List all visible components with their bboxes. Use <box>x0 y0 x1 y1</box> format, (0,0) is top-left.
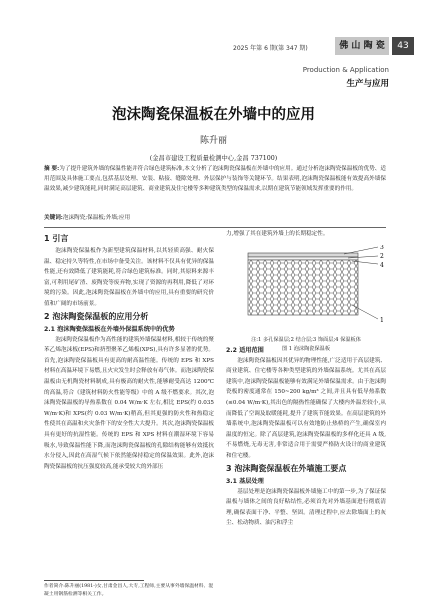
heading-scope: 2.2 适用范围 <box>226 346 264 354</box>
callout-1: 1 <box>380 317 384 324</box>
author-affiliation: (金昌市建设工程质量检测中心,金昌 737100) <box>149 155 278 162</box>
journal-name: 佛 山 陶 瓷 <box>335 37 389 55</box>
issue-info: 2025 年第 6 期(第 347 期) <box>233 45 308 52</box>
heading-advantages: 2.1 泡沫陶瓷保温板在外墙外保温系统中的优势 <box>44 325 175 333</box>
abstract-divider <box>44 227 386 228</box>
figure-note: 注:1 多孔保温层;2 结合层;3 饰面层;4 保温板体 <box>251 337 361 343</box>
porous-layer <box>248 260 358 315</box>
paragraph-introduction: 泡沫陶瓷保温板作为新型建筑保温材料,以其轻质高强、耐火保温、稳定持久等特性,在市场中备受关注。该材料不仅具有优异的保温性能,还有效降低了建筑能耗,符合绿色建筑标准。同时,其原料来源丰富,可利用尾矿渣、废陶瓷等废弃物,实现了资源的再利用,降低了对环境的污染。因此,泡沫陶瓷保温板在外墙中的应用,具有重要的研究价值和广阔的市场前景。 <box>44 248 214 307</box>
paragraph-continued: 力,增强了其在建筑外墙上的长期稳定性。 <box>226 231 329 237</box>
abstract-text: 为了提升建筑外墙的保温性能并符合绿色建筑标准,本文分析了泡沫陶瓷保温板在外墙中的应用。通过分析泡沫陶瓷保温板的优势、适用范围及具体施工要点,包括基层处理、安装、粘接、缝隙处理、外层保护与装饰等关键环节。结果表明,泡沫陶瓷保温板能有效提高外墙保温效果,减少建筑能耗,同时满足高层建筑、商业建筑及住宅楼等多种建筑类型的保温需求,以期在建筑节能领域发挥重要的作用。 <box>44 166 387 192</box>
paragraph-advantages: 泡沫陶瓷保温板作为高性能的建筑外墙保温材料,相较于传统的聚苯乙烯泡沫板(EPS)和挤塑聚苯乙烯板(XPS),具有许多显著的优势。首先,泡沫陶瓷保温板具有更高的耐高温性能。传统的 EPS 和 XPS 材料在高温环境下易燃,且火灾发生时会释放有毒气体。而泡沫陶瓷保温板由无机陶瓷材料制成,具有极高的耐火性,能够耐受高达 1200℃的高温,符合《建筑材料防火性能等级》中的 A 级不燃要求。其次,泡沫陶瓷保温板的导热系数在 0.04 W/m·K 左右,相比 EPS(约 0.035 W/m·K)和 XPS(约 0.03 W/m·K)稍高,但其更强的防火性和热稳定性使其在高温和火灾条件下的安全性大大提升。其次,泡沫陶瓷保温板具有更好的抗湿性能。传统的 EPS 和 XPS 材料在潮湿环境下容易吸水,导致保温性能下降,而泡沫陶瓷保温板的孔隙结构能够有效抵抗水分侵入,因此在高湿气候下依然能保持稳定的保温效果。此外,泡沫陶瓷保温板的抗压强度较高,能承受较大的外部压 <box>44 336 214 470</box>
paragraph-base-treatment: 基层处理是泡沫陶瓷保温板外墙施工中的第一步,为了保证保温板与墙体之间的良好粘结性,必须首先对外墙基面进行彻底清理,确保表面干净、平整、坚固。清理过程中,应去除墙面上的灰尘、松动物质、油污和浮尘 <box>226 488 386 527</box>
keywords <box>44 213 386 221</box>
heading-introduction: 1 引言 <box>44 234 69 243</box>
author-footnote: 作者简介:陈升丽(1981-)女,甘肃金昌人,大专,工程师,主要从事外墙保温材料、混凝土用钢筋检测等相关工作。 <box>44 584 214 597</box>
section-label-zh: 生产与应用 <box>346 79 389 89</box>
keywords-label: 关键词: <box>44 215 63 221</box>
article-title: 泡沫陶瓷保温板在外墙中的应用 <box>112 107 315 123</box>
figure-title: 图 1 泡沫陶瓷保温板 <box>281 346 331 352</box>
abstract-label: 摘 要: <box>44 166 60 172</box>
paragraph-scope: 泡沫陶瓷保温板因其优异的物理性能,广泛适用于高层建筑、商业建筑、住宅楼等各种类型建筑的外墙保温系统。尤其在高层建筑中,泡沫陶瓷保温板能够有效满足外墙保温需求。由于泡沫陶瓷板的密度通常在 150~200 kg/m³ 之间,并且具有低导热系数(≤0.04 W/m·K),其出色的隔热性能确保了大楼内外温差较小,从而降低了空调及取暖能耗,提升了建筑节能效果。在高层建筑的外墙系统中,泡沫陶瓷保温板可以有效地防止热桥的产生,确保室内温度的恒定。除了高层建筑,泡沫陶瓷保温板的多样化还具 A 级,不易燃烧,无毒无害,非常适合用于需要严格防火设计的商业建筑和住宅楼。 <box>226 357 386 459</box>
page-number: 43 <box>392 37 414 55</box>
footnote-divider <box>44 580 144 581</box>
callout-4: 4 <box>380 262 384 269</box>
left-column <box>44 232 214 472</box>
callout-2: 2 <box>380 253 384 260</box>
section-label-en: Production & Application <box>302 66 389 74</box>
bond-layer <box>248 257 358 260</box>
heading-application-analysis: 2 泡沫陶瓷保温板的应用分析 <box>44 311 149 321</box>
page-header <box>0 0 427 62</box>
heading-construction-points: 3 泡沫陶瓷保温板在外墙施工要点 <box>226 463 347 473</box>
article-author: 陈升丽 <box>199 136 227 146</box>
outer-layer <box>248 253 358 257</box>
keywords-text: 泡沫陶瓷;保温板;外墙;应用 <box>62 215 131 221</box>
callout-3: 3 <box>380 245 384 251</box>
foam-ceramic-board-figure <box>244 245 392 325</box>
abstract <box>44 165 386 194</box>
heading-base-treatment: 3.1 基层处理 <box>226 477 264 485</box>
